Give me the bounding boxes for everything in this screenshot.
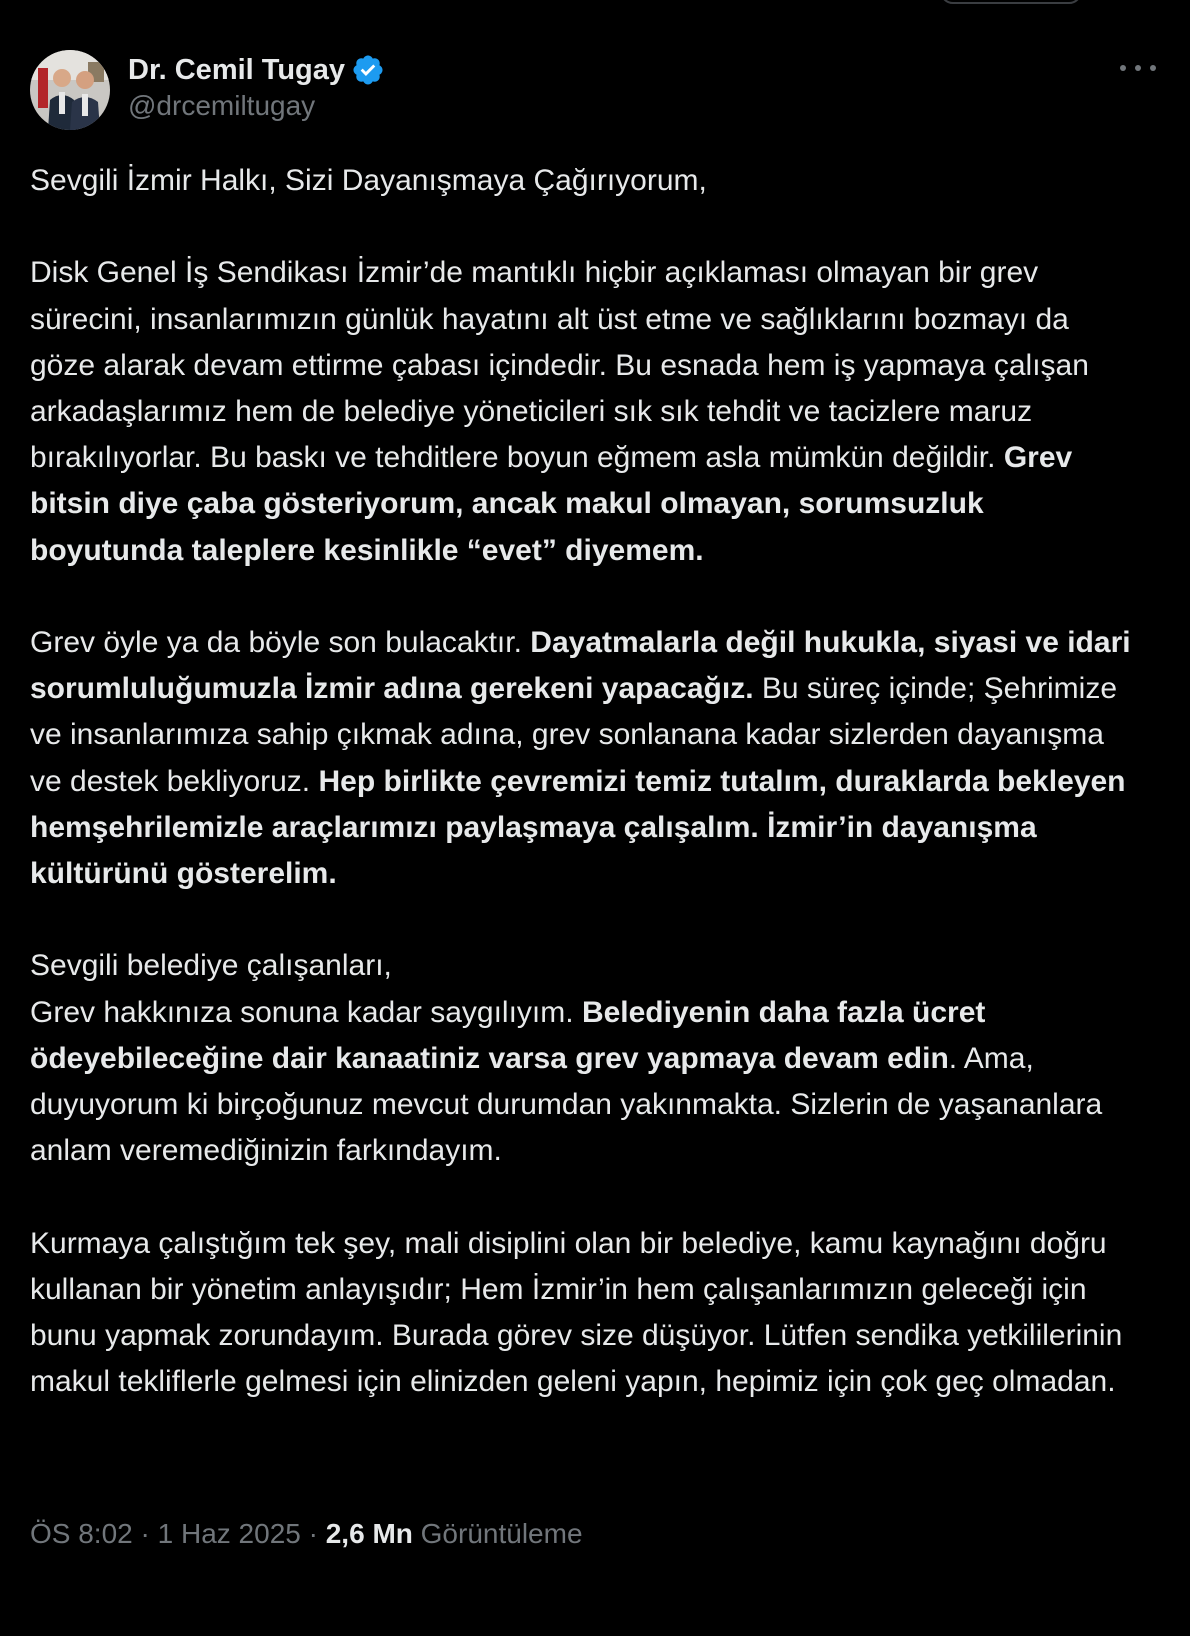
avatar[interactable] [30,50,110,130]
views-count[interactable]: 2,6 Mn [325,1518,413,1549]
tweet-paragraph-title [30,158,1140,204]
p2-normal-text-2: Bu süreç içinde; Şehrimize ve insanlarımıza sahip çıkmak adına, grev sonlanana kadar sizlerden dayanışma ve destek bekliyoruz. [30,672,1118,798]
meta-separator-1: · [140,1518,150,1549]
verified-badge-icon [351,53,385,87]
meta-separator-2: · [308,1518,318,1549]
p3-normal-text-1: Grev hakkınıza sonuna kadar saygılıyım. [30,995,582,1029]
p1-bold-text: Grev bitsin diye çaba gösteriyorum, ancak makul olmayan, sorumsuzluk boyutunda taleplere kesinlikle “evet” diyemem. [30,441,1073,567]
p1-normal-text: Disk Genel İş Sendikası İzmir’de mantıklı hiçbir açıklaması olmayan bir grev sürecini, insanlarımızın günlük hayatını alt üst etme ve sağlıklarını bozmayı da göze alarak devam ettirme çabası içindedir. Bu esnada hem iş yapmaya çalışan arkadaşlarımız hem de belediye yöneticileri sık sık tehdit ve tacizlere maruz bırakılıyorlar. Bu baskı ve tehditlere boyun eğmem asla mümkün değildir. [30,256,1089,475]
more-options-icon[interactable] [1120,56,1156,80]
p3-normal-text-2: . Ama, duyuyorum ki birçoğunuz mevcut durumdan yakınmakta. Sizlerin de yaşananlara anlam veremediğinizin farkındayım. [30,1041,1103,1168]
tweet-date[interactable]: 1 Haz 2025 [157,1518,301,1549]
tweet-title-line: Sevgili İzmir Halkı, Sizi Dayanışmaya Çağırıyorum, [30,164,707,197]
tweet-header [30,48,1160,132]
author-name-row[interactable] [128,52,385,88]
author-display-name[interactable]: Dr. Cemil Tugay [128,53,346,86]
p3-bold-text-1: Belediyenin daha fazla ücret ödeyebileceğine dair kanaatiniz varsa grev yapmaya devam edin [30,995,986,1075]
author-block [128,52,385,122]
tweet-time[interactable]: ÖS 8:02 [30,1518,133,1549]
p2-normal-text-1: Grev öyle ya da böyle son bulacaktır. [30,626,531,659]
tweet-paragraph-1 [30,250,1140,573]
avatar-photo-icon [30,50,110,130]
tweet-paragraph-2 [30,620,1140,897]
p2-bold-text-1: Dayatmalarla değil hukukla, siyasi ve idari sorumluluğumuzla İzmir adına gerekeni yapacağız. [30,626,1131,706]
tweet-meta [30,1518,583,1550]
p4-text: Kurmaya çalıştığım tek şey, mali disiplini olan bir belediye, kamu kaynağını doğru kullanan bir yönetim anlayışıdır; Hem İzmir’in hem çalışanlarımızın geleceği için bunu yapmak zorundayım. Burada görev size düşüyor. Lütfen sendika yetkililerinin makul tekliflerle gelmesi için elinizden geleni yapın, hepimiz için çok geç olmadan. [30,1226,1123,1399]
tweet-paragraph-4 [30,1221,1140,1406]
author-handle[interactable]: @drcemiltugay [128,90,316,121]
views-label: Görüntüleme [420,1518,583,1549]
tweet-text [30,158,1140,1405]
p2-bold-text-2: Hep birlikte çevremizi temiz tutalım, duraklarda bekleyen hemşehrilemizle araçlarımızı paylaşmaya çalışalım. İzmir’in dayanışma kültürünü gösterelim. [30,764,1126,891]
tweet-paragraph-3 [30,943,1140,1174]
p3-salutation: Sevgili belediye çalışanları, [30,949,392,983]
